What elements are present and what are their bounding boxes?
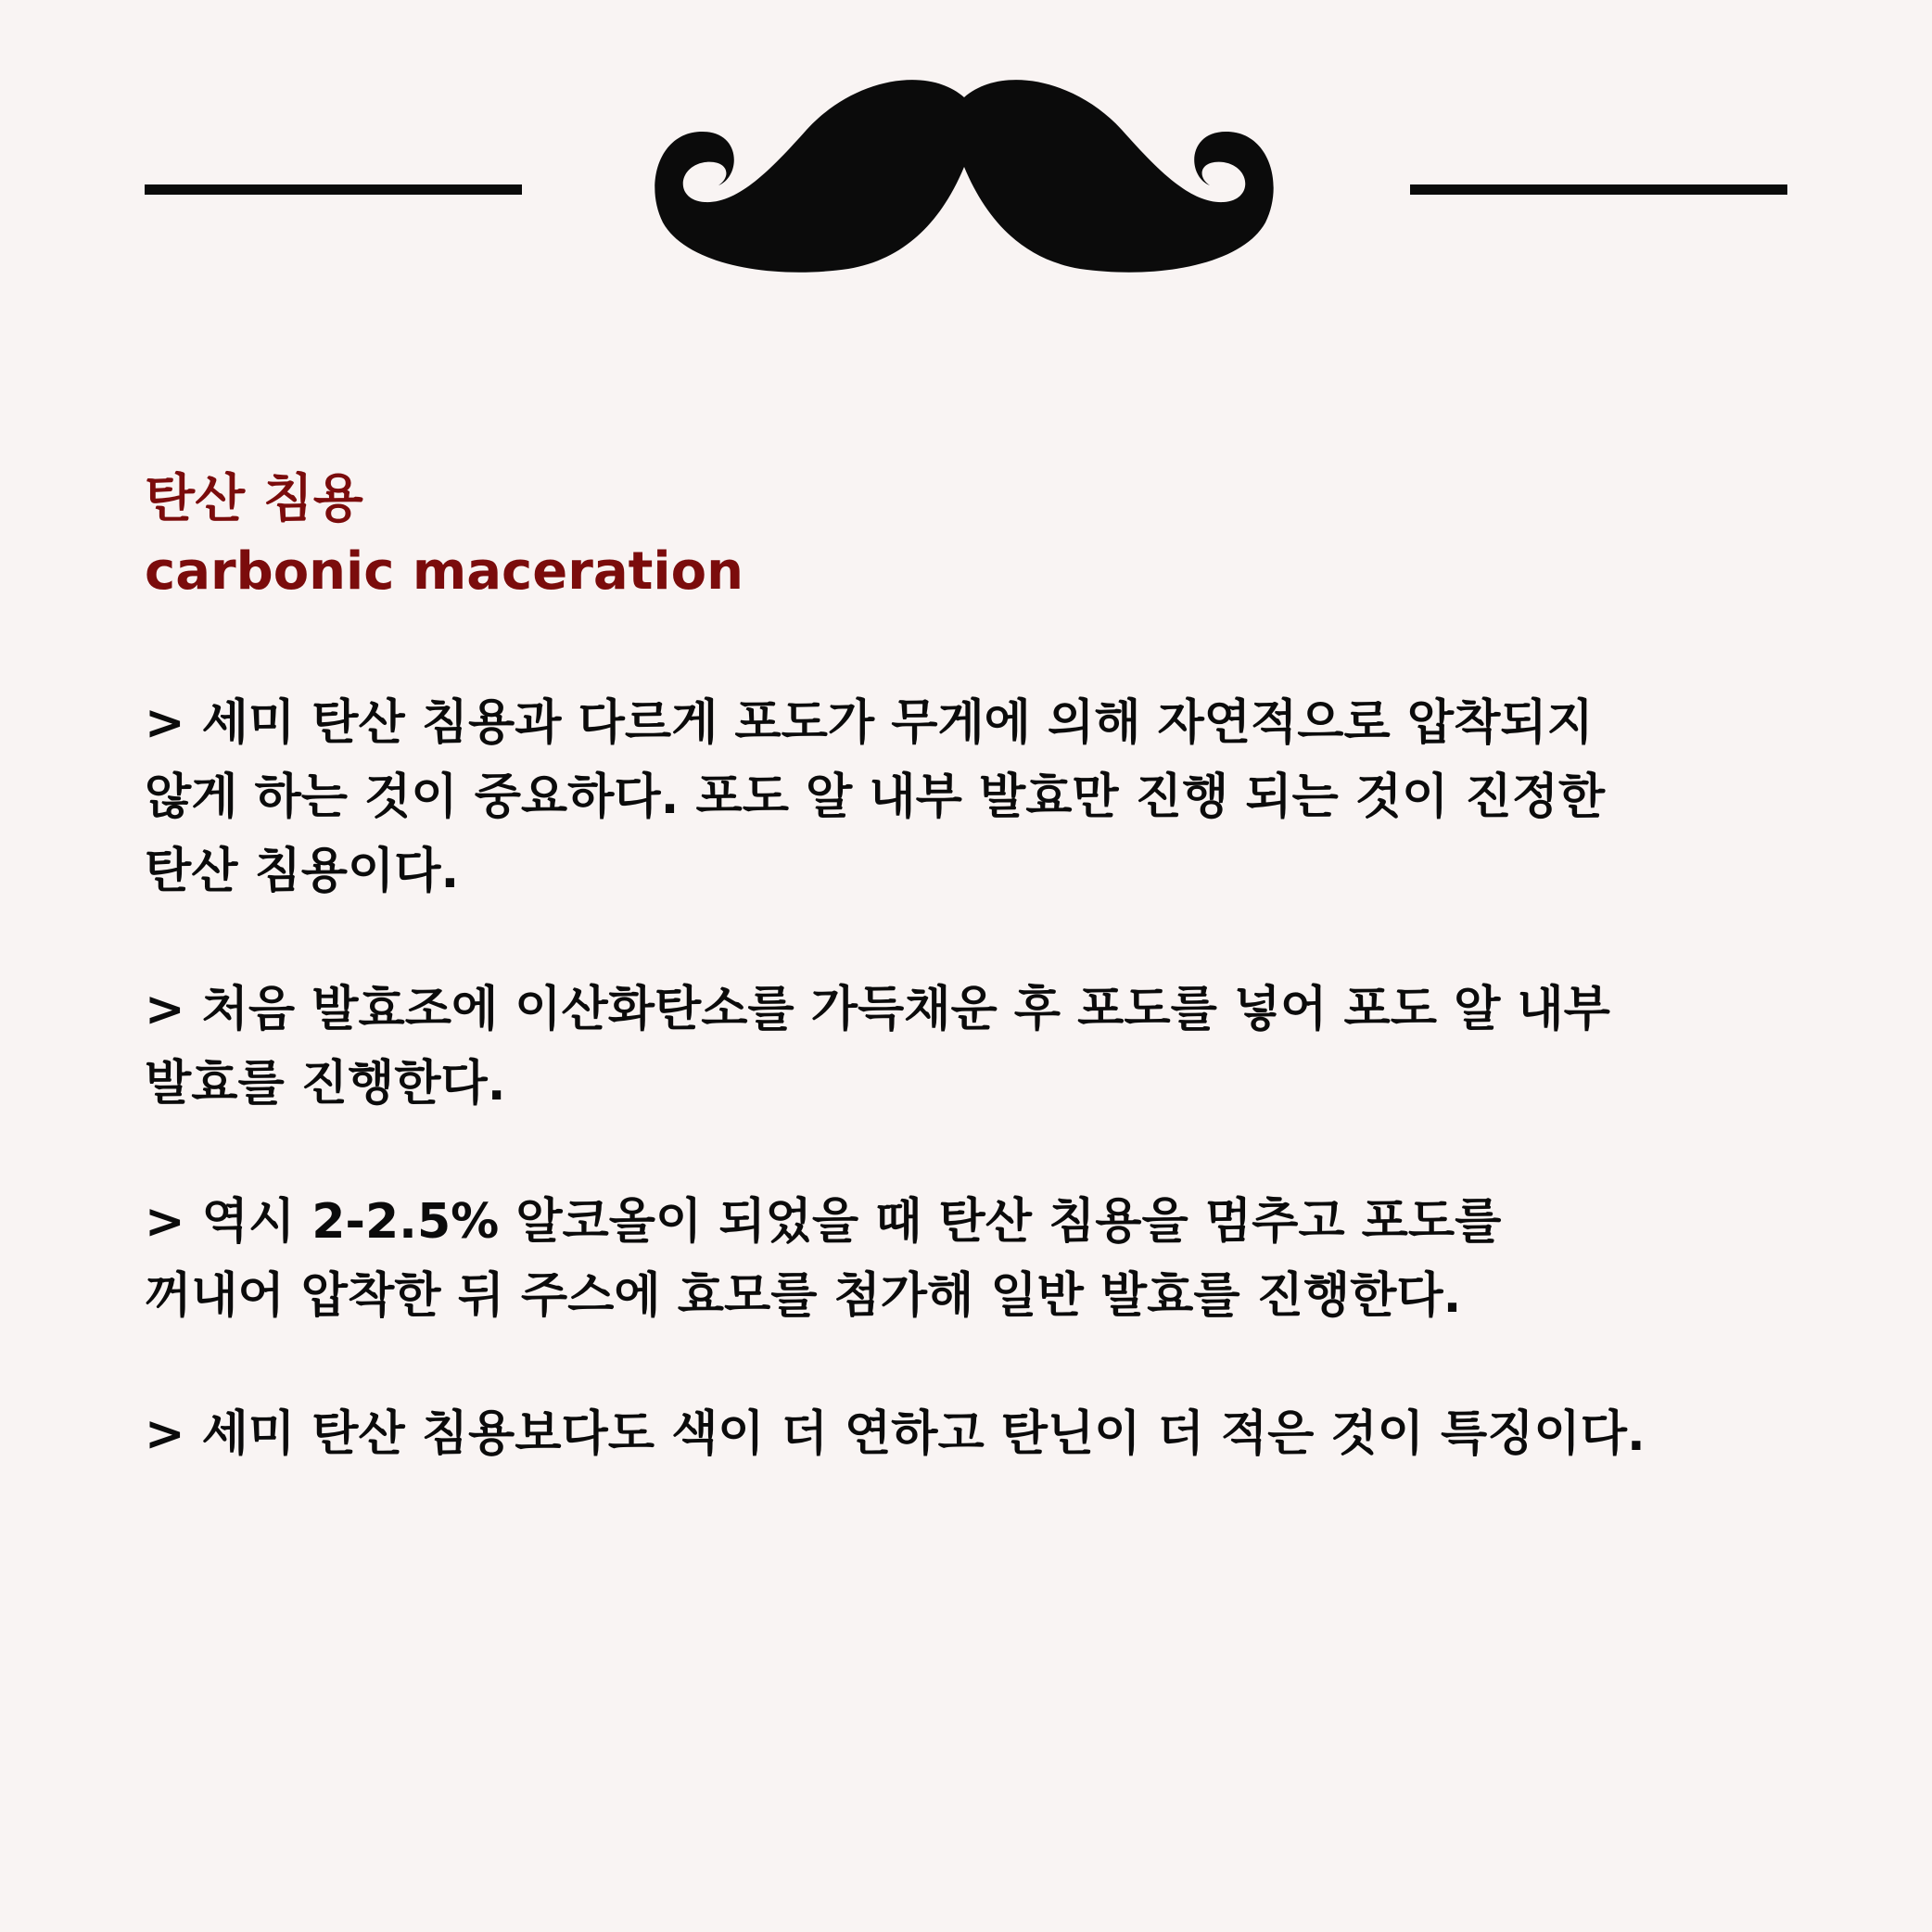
paragraph-4 — [145, 1397, 1813, 1471]
paragraph-line: > 처음 발효조에 이산화탄소를 가득채운 후 포도를 넣어 포도 알 내부 — [145, 982, 1610, 1037]
divider-right — [1410, 184, 1787, 195]
mustache-icon — [649, 74, 1279, 283]
paragraph-line: 발효를 진행한다. — [145, 1056, 506, 1112]
paragraph-line: > 세미 탄산 침용과 다르게 포도가 무게에 의해 자연적으로 압착되지 — [145, 695, 1594, 751]
heading-english: carbonic maceration — [145, 541, 744, 602]
paragraph-1 — [145, 686, 1813, 909]
paragraph-2 — [145, 972, 1813, 1121]
paragraph-line: 탄산 침용이다. — [145, 844, 460, 899]
divider-left — [145, 184, 522, 195]
paragraph-3 — [145, 1185, 1813, 1333]
paragraph-line: > 세미 탄산 침용보다도 색이 더 연하고 탄닌이 더 적은 것이 특징이다. — [145, 1406, 1646, 1462]
heading-korean: 탄산 침용 — [145, 469, 363, 529]
paragraph-line: 꺼내어 압착한 뒤 주스에 효모를 첨가해 일반 발효를 진행한다. — [145, 1268, 1462, 1324]
heading — [145, 464, 744, 608]
body-text — [145, 686, 1813, 1535]
paragraph-line: > 역시 2-2.5% 알코올이 되었을 때 탄산 침용을 멈추고 포도를 — [145, 1194, 1502, 1250]
paragraph-line: 않게 하는 것이 중요하다. 포도 알 내부 발효만 진행 되는 것이 진정한 — [145, 769, 1606, 825]
